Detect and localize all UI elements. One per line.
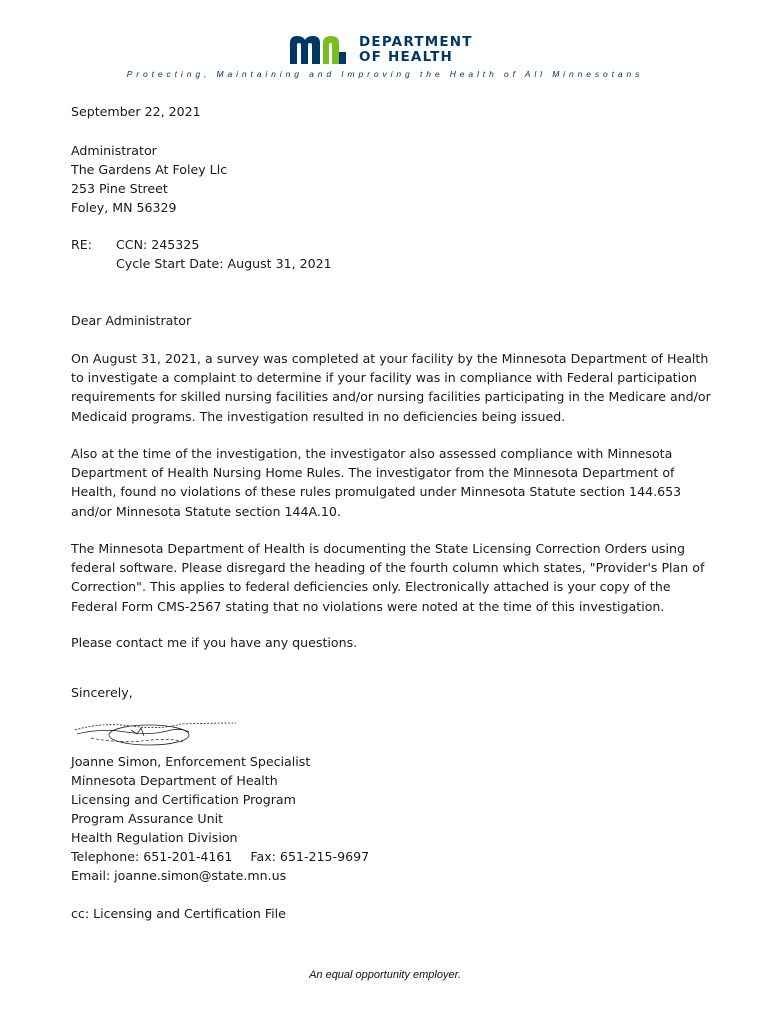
signer-org: Minnesota Department of Health	[71, 773, 278, 788]
recipient-line: Administrator	[71, 143, 157, 158]
paragraph-text: On August 31, 2021, a survey was completed at your facility by the Minnesota Department of Health to investigate a complaint to determine if your facility was in compliance with Federal participation requirements for skilled nursing facilities and/or nursing facilities participating in the Medicare and/or Medicaid programs. The investigation resulted in no deficiencies being issued.	[71, 351, 711, 424]
signer-unit: Program Assurance Unit	[71, 811, 224, 826]
paragraph-text: Please contact me if you have any questions.	[71, 635, 358, 650]
signer-telephone: Telephone: 651-201-4161	[71, 849, 233, 864]
recipient-line: 253 Pine Street	[71, 181, 168, 196]
logo-line-1: DEPARTMENT	[359, 34, 473, 50]
logo-line-2: OF HEALTH	[359, 48, 454, 65]
recipient-line: Foley, MN 56329	[71, 200, 177, 215]
re-details	[116, 235, 332, 273]
cc-line: cc: Licensing and Certification File	[71, 906, 286, 921]
signer-email: Email: joanne.simon@state.mn.us	[71, 868, 287, 883]
ccn: CCN: 245325	[116, 237, 200, 252]
tagline: Protecting, Maintaining and Improving the Health of All Minnesotans	[126, 69, 644, 79]
paragraph-text: The Minnesota Department of Health is documenting the State Licensing Correction Orders using federal software. Please disregard the heading of the fourth column which states, "Provider's Plan of Correction". This applies to federal deficiencies only. Electronically attached is your copy of the Federal Form CMS-2567 stating that no violations were noted at the time of this investigation.	[71, 541, 705, 614]
paragraph-3	[71, 539, 711, 616]
paragraph-text: Also at the time of the investigation, the investigator also assessed compliance with Minnesota Department of Health Nursing Home Rules. The investigator from the Minnesota Department of Health, found no violations of these rules promulgated under Minnesota Statute section 144.653 and/or Minnesota Statute section 144A.10.	[71, 446, 682, 519]
recipient-address	[71, 141, 227, 217]
signer-program: Licensing and Certification Program	[71, 792, 296, 807]
signer-phone-line	[71, 847, 369, 866]
paragraph-1	[71, 349, 711, 426]
closing: Sincerely,	[71, 685, 133, 700]
mdh-logo	[288, 34, 488, 68]
footer-statement: An equal opportunity employer.	[309, 969, 461, 981]
paragraph-4	[71, 633, 711, 652]
signer-division: Health Regulation Division	[71, 830, 238, 845]
signature-icon	[71, 718, 241, 752]
paragraph-2	[71, 444, 711, 521]
cycle-start-date: Cycle Start Date: August 31, 2021	[116, 256, 332, 271]
signature-block	[71, 752, 369, 885]
salutation: Dear Administrator	[71, 313, 192, 328]
recipient-line: The Gardens At Foley Llc	[71, 162, 228, 177]
signer-fax: Fax: 651-215-9697	[250, 849, 370, 864]
signer-name: Joanne Simon, Enforcement Specialist	[71, 754, 311, 769]
re-label: RE:	[71, 237, 92, 252]
mn-logo-icon	[288, 34, 354, 64]
letter-date: September 22, 2021	[71, 104, 201, 119]
